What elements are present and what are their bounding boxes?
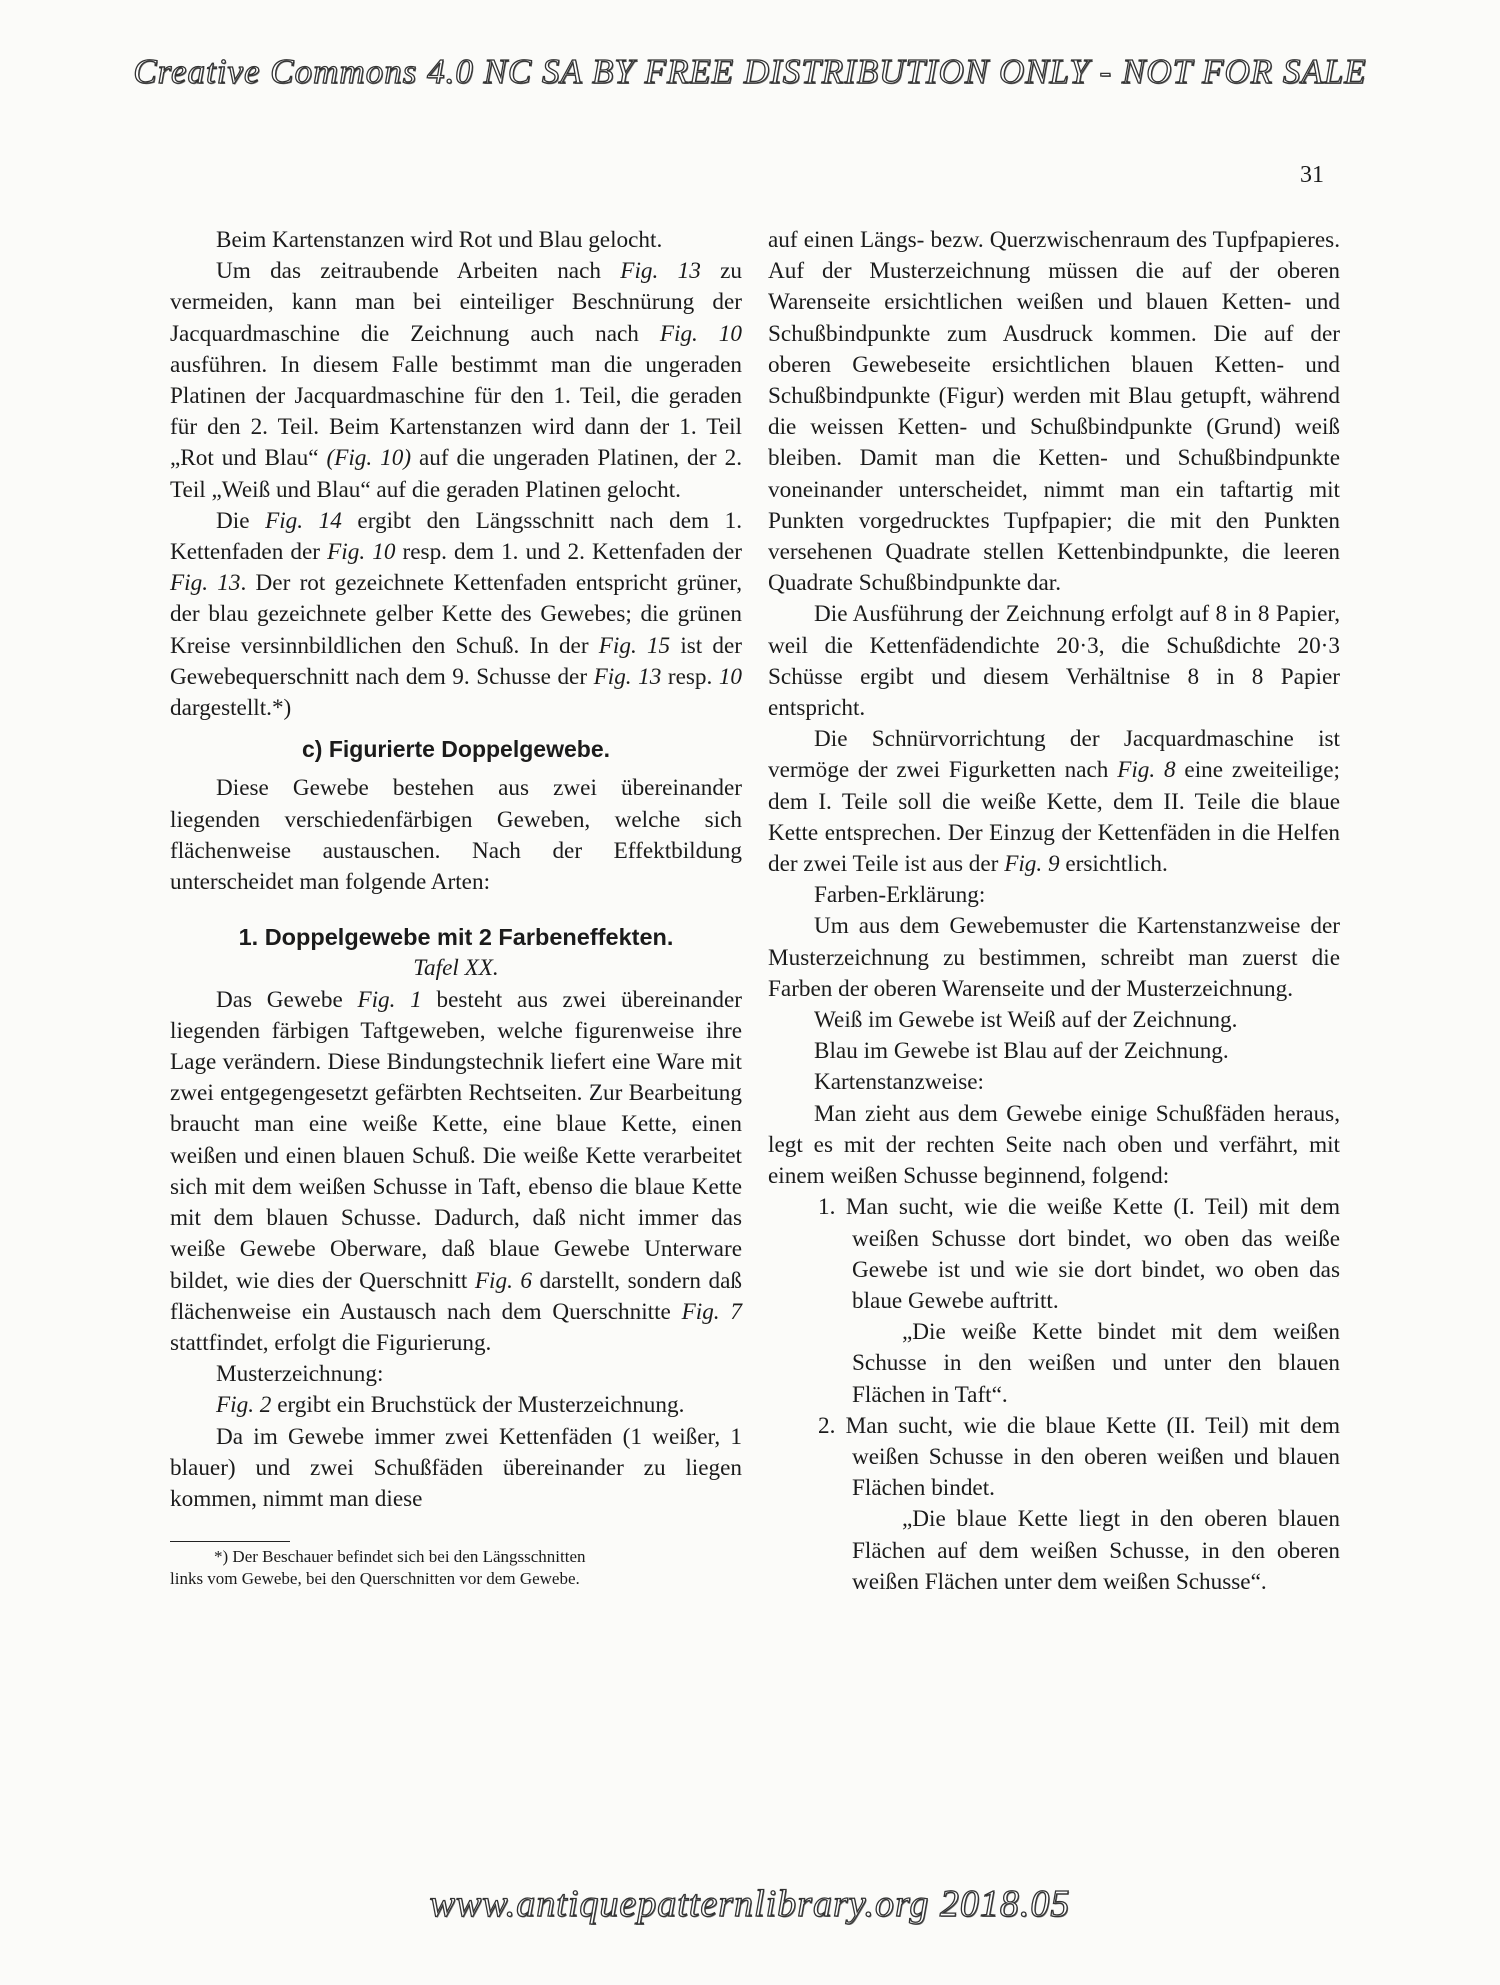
footnote-line: links vom Gewebe, bei den Querschnitten vor dem Gewebe. — [170, 1569, 580, 1589]
text: Die — [216, 507, 266, 534]
list-item: 2. Man sucht, wie die blaue Kette (II. Teil) mit dem weißen Schusse in den oberen weißen und blauen Flächen bindet. — [818, 1412, 1340, 1502]
paragraph: Blau im Gewebe ist Blau auf der Zeichnung. — [814, 1038, 1229, 1065]
text: resp. — [661, 663, 719, 690]
plate-reference: Tafel XX. — [413, 955, 499, 982]
text: . Der rot gezeichnete Kettenfaden entspricht grüner, der blau gezeichnete gelber Kette des Gewebes; die grünen Kreise versinnbildlichen den Schuß. In der — [170, 570, 742, 659]
text: besteht aus zwei übereinander liegenden färbigen Taftgeweben, welche figurenweise ihre Lage verändern. Diese Bindungstechnik liefert eine Ware mit zwei entgegengesetzt gefärbten Rechtseiten. Zur Bearbeitung braucht man eine weiße Kette, eine blaue Kette, einen weißen und einen blauen Schuß. Die weiße Kette verarbeitet sich mit dem weißen Schusse in Taft, ebenso die blaue Kette mit dem blauen Schusse. Dadurch, daß nicht immer das weiße Gewebe Oberware, daß blaue Gewebe Unterware bildet, wie dies der Querschnitt — [170, 986, 742, 1294]
figure-ref: Fig. 2 — [216, 1392, 272, 1419]
paragraph — [170, 985, 742, 1359]
figure-ref: Fig. 8 — [1117, 757, 1176, 784]
text: ergibt den Längsschnitt nach dem 1. Kettenfaden der — [170, 507, 742, 566]
footnote — [170, 1546, 742, 1590]
footnote-line: *) Der Beschauer befindet sich bei den Längsschnitten — [214, 1547, 586, 1567]
paragraph: Um aus dem Gewebemuster die Kartenstanzweise der Musterzeichnung zu bestimmen, schreibt man zuerst die Farben der oberen Warenseite und der Musterzeichnung. — [768, 913, 1340, 1002]
run-in-heading: Musterzeichnung: — [216, 1361, 384, 1388]
text: ergibt ein Bruchstück der Musterzeichnung. — [271, 1392, 685, 1419]
figure-ref: Fig. 1 — [357, 986, 422, 1013]
right-column — [768, 225, 1340, 1598]
figure-ref: (Fig. 10) — [326, 445, 412, 472]
run-in-heading: Farben-Erklärung: — [814, 882, 986, 909]
footnote-rule — [170, 1541, 290, 1542]
page-number: 31 — [1300, 162, 1324, 188]
text: ist der Gewebequerschnitt nach dem 9. Schusse der — [170, 632, 743, 690]
figure-ref: Fig. 7 — [681, 1298, 742, 1325]
figure-ref: Fig. 10 — [327, 539, 396, 566]
figure-ref: Fig. 10 — [659, 320, 742, 347]
text: Das Gewebe — [216, 986, 358, 1013]
run-in-heading: Kartenstanzweise: — [814, 1069, 984, 1096]
paragraph: Diese Gewebe bestehen aus zwei übereinander liegenden verschiedenfärbigen Geweben, welche sich flächenweise austauschen. Nach der Effektbildung unterscheidet man folgende Arten: — [170, 775, 742, 896]
text: auf die ungeraden Platinen, der 2. Teil „Weiß und Blau“ auf die geraden Platinen gelocht. — [170, 445, 742, 503]
figure-ref: Fig. 14 — [265, 507, 342, 534]
paragraph: Weiß im Gewebe ist Weiß auf der Zeichnung. — [814, 1007, 1238, 1034]
text: resp. dem 1. und 2. Kettenfaden der — [395, 539, 742, 566]
figure-ref: Fig. 13 — [593, 663, 662, 690]
left-column — [170, 225, 742, 1590]
text: dargestellt.*) — [170, 695, 292, 722]
text: stattfindet, erfolgt die Figurierung. — [170, 1329, 492, 1356]
footer-url: www.antiquepatternlibrary.org 2018.05 — [429, 1883, 1071, 1925]
list-item-quote: „Die blaue Kette liegt in den oberen blauen Flächen auf dem weißen Schusse, in den oberen weißen Flächen unter dem weißen Schusse“. — [852, 1506, 1340, 1595]
text: eine zweiteilige; dem I. Teile soll die weiße Kette, dem II. Teile die blaue Kette entsprechen. Der Einzug der Kettenfäden in die Helfen der zwei Teile ist aus der — [768, 757, 1340, 878]
text: ersichtlich. — [1059, 851, 1168, 878]
list-item-quote: „Die weiße Kette bindet mit dem weißen Schusse in den weißen und unter den blauen Flächen in Taft“. — [852, 1319, 1340, 1408]
paragraph — [170, 506, 742, 724]
subsection-heading: 1. Doppelgewebe mit 2 Farbeneffekten. — [238, 924, 674, 951]
text: Um das zeitraubende Arbeiten nach — [216, 258, 621, 285]
figure-ref: Fig. 9 — [1004, 851, 1060, 878]
figure-ref: 10 — [718, 663, 742, 690]
paragraph: Die Ausführung der Zeichnung erfolgt auf 8 in 8 Papier, weil die Kettenfädendichte 20·3, die Schußdichte 20·3 Schüsse ergibt und diesem Verhältnise 8 in 8 Papier entspricht. — [768, 601, 1340, 722]
license-banner: Creative Commons 4.0 NC SA BY FREE DISTRIBUTION ONLY - NOT FOR SALE — [133, 52, 1367, 91]
figure-ref: Fig. 15 — [598, 632, 671, 659]
paragraph — [170, 256, 742, 506]
figure-ref: Fig. 6 — [474, 1267, 533, 1294]
text: ausführen. In diesem Falle bestimmt man die ungeraden Platinen der Jacquardmaschine für den 1. Teil, die geraden für den 2. Teil. Beim Kartenstanzen wird dann der 1. Teil „Rot und Blau“ — [170, 351, 742, 472]
paragraph: Man zieht aus dem Gewebe einige Schußfäden heraus, legt es mit der rechten Seite nach oben und verfährt, mit einem weißen Schusse beginnend, folgend: — [768, 1100, 1340, 1190]
text: darstellt, sondern daß flächenweise ein Austausch nach dem Querschnitte — [170, 1267, 742, 1325]
text: Die Schnürvorrichtung der Jacquardmaschine ist vermöge der zwei Figurketten nach — [768, 726, 1340, 784]
figure-ref: Fig. 13 — [170, 570, 241, 597]
list-item: 1. Man sucht, wie die weiße Kette (I. Teil) mit dem weißen Schusse dort bindet, wo oben das weiße Gewebe ist und wie sie dort bindet, wo oben das blaue Gewebe auftritt. — [818, 1194, 1340, 1314]
paragraph: Beim Kartenstanzen wird Rot und Blau gelocht. — [216, 227, 663, 253]
figure-ref: Fig. 13 — [620, 258, 701, 285]
paragraph: Da im Gewebe immer zwei Kettenfäden (1 weißer, 1 blauer) und zwei Schußfäden übereinander zu liegen kommen, nimmt man diese — [170, 1423, 742, 1512]
paragraph — [170, 1390, 742, 1421]
text: zu vermeiden, kann man bei einteiliger Beschnürung der Jacquardmaschine die Zeichnung auch nach — [170, 258, 742, 347]
paragraph: auf einen Längs- bezw. Querzwischenraum des Tupfpapieres. Auf der Musterzeichnung müssen die auf der oberen Warenseite ersichtlichen weißen und blauen Ketten- und Schußbindpunkte zum Ausdruck kommen. Die auf der oberen Gewebeseite ersichtlichen blauen Ketten- und Schußbindpunkte (Figur) werden mit Blau getupft, während die weissen Ketten- und Schußbindpunkte (Grund) weiß bleiben. Damit man die Ketten- und Schußbindpunkte voneinander unterscheidet, nimmt man ein taftartig mit Punkten vorgedrucktes Tupfpapier; die mit den Punkten versehenen Quadrate stellen Kettenbindpunkte, die leeren Quadrate Schußbindpunkte dar. — [768, 227, 1340, 597]
paragraph — [768, 724, 1340, 880]
section-heading: c) Figurierte Doppelgewebe. — [302, 736, 610, 763]
